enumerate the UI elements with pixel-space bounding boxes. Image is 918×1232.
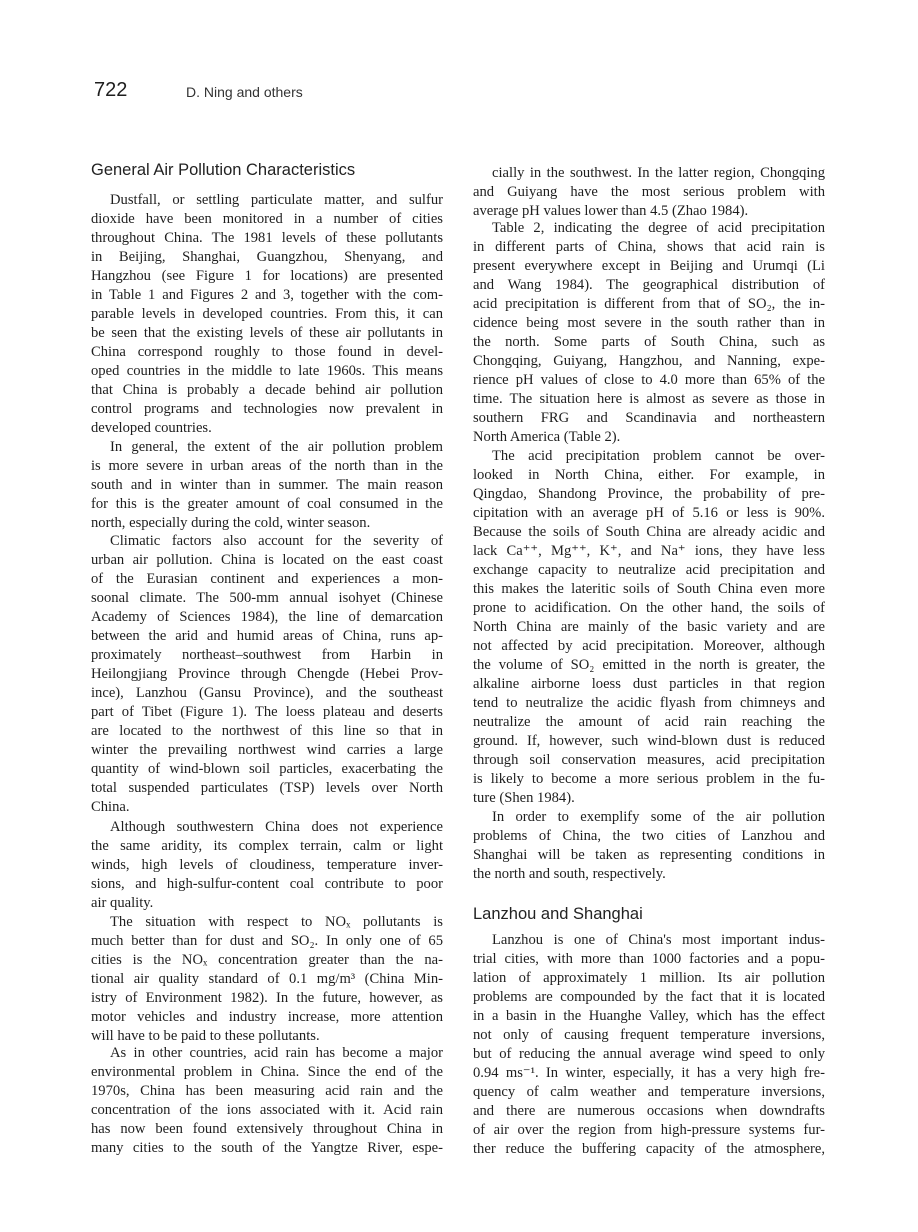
text-line: Academy of Sciences 1984), the line of demarcation xyxy=(91,608,443,625)
text-line: in different parts of China, shows that acid rain is xyxy=(473,238,825,255)
text-line: motor vehicles and industry increase, more attention xyxy=(91,1008,443,1025)
text-line: prone to acidification. On the other hand, the soils of xyxy=(473,599,825,616)
text-line: cipitation with an average pH of 5.16 or less is 90%. xyxy=(473,504,825,521)
text-line: trial cities, with more than 1000 factories and a popu- xyxy=(473,950,825,967)
text-line: acid precipitation is different from that of SO₂, the in- xyxy=(473,295,825,312)
text-line: urban air pollution. China is located on the east coast xyxy=(91,551,443,568)
text-line: ther reduce the buffering capacity of the atmosphere, xyxy=(473,1140,825,1157)
text-line: is likely to become a more serious problem in the fu- xyxy=(473,770,825,787)
text-line: between the arid and humid areas of China, runs ap- xyxy=(91,627,443,644)
text-line: cities is the NOₓ concentration greater than the na- xyxy=(91,951,443,968)
text-line: in a basin in the Huanghe Valley, which has the effect xyxy=(473,1007,825,1024)
text-line: for this is the greater amount of coal consumed in the xyxy=(91,495,443,512)
text-line: this makes the lateritic soils of South China even more xyxy=(473,580,825,597)
paragraph xyxy=(473,931,825,1159)
text-line: in Table 1 and Figures 2 and 3, together with the com- xyxy=(91,286,443,303)
text-line: In order to exemplify some of the air pollution xyxy=(492,808,825,825)
paragraph xyxy=(473,808,825,884)
text-line: of air over the region from high-pressure systems fur- xyxy=(473,1121,825,1138)
text-line: Lanzhou is one of China's most important indus- xyxy=(492,931,825,948)
text-line: Because the soils of South China are already acidic and xyxy=(473,523,825,540)
text-line: Dustfall, or settling particulate matter, and sulfur xyxy=(110,191,443,208)
paragraph xyxy=(91,818,443,913)
text-line: 1970s, China has been measuring acid rain and the xyxy=(91,1082,443,1099)
text-line: Table 2, indicating the degree of acid precipitation xyxy=(492,219,825,236)
paragraph xyxy=(91,438,443,533)
text-line: present everywhere except in Beijing and Urumqi (Li xyxy=(473,257,825,274)
text-line: sions, and high-sulfur-content coal contribute to poor xyxy=(91,875,443,892)
text-line: the volume of SO₂ emitted in the north is greater, the xyxy=(473,656,825,673)
text-line: not affected by acid precipitation. Moreover, although xyxy=(473,637,825,654)
text-line: looked in North China, either. For example, in xyxy=(473,466,825,483)
text-line: control programs and technologies now prevalent in xyxy=(91,400,443,417)
text-line: Chongqing, Guiyang, Hangzhou, and Nanning, expe- xyxy=(473,352,825,369)
text-line: developed countries. xyxy=(91,419,212,436)
text-line: In general, the extent of the air pollution problem xyxy=(110,438,443,455)
text-line: part of Tibet (Figure 1). The loess plateau and deserts xyxy=(91,703,443,720)
text-line: problems of China, the two cities of Lanzhou and xyxy=(473,827,825,844)
text-line: will have to be paid to these pollutants. xyxy=(91,1027,320,1044)
text-line: Heilongjiang Province through Chengde (Hebei Prov- xyxy=(91,665,443,682)
text-line: quency of calm weather and temperature inversions, xyxy=(473,1083,825,1100)
text-line: The situation with respect to NOₓ pollutants is xyxy=(110,913,443,930)
section-heading: Lanzhou and Shanghai xyxy=(473,905,643,923)
text-line: of the Eurasian continent and experiences a mon- xyxy=(91,570,443,587)
text-line: cidence being most severe in the south rather than in xyxy=(473,314,825,331)
text-line: North China are mainly of the basic variety and are xyxy=(473,618,825,635)
text-line: the north and south, respectively. xyxy=(473,865,666,882)
text-line: north, especially during the cold, winter season. xyxy=(91,514,371,531)
text-line: China correspond roughly to those found in devel- xyxy=(91,343,443,360)
paragraph xyxy=(473,164,825,221)
text-line: south and in winter than in summer. The main reason xyxy=(91,476,443,493)
text-line: oped countries in the middle to late 1960s. This means xyxy=(91,362,443,379)
text-line: total suspended particulates (TSP) levels over North xyxy=(91,779,443,796)
text-line: has now been found extensively throughout China in xyxy=(91,1120,443,1137)
text-line: the same aridity, its complex terrain, calm or light xyxy=(91,837,443,854)
text-line: the north. Some parts of South China, such as xyxy=(473,333,825,350)
text-line: cially in the southwest. In the latter region, Chongqing xyxy=(492,164,825,181)
text-line: soonal climate. The 500-mm annual isohyet (Chinese xyxy=(91,589,443,606)
paragraph xyxy=(473,447,825,808)
text-line: Climatic factors also account for the severity of xyxy=(110,532,443,549)
text-line: tend to neutralize the acidic flyash from chimneys and xyxy=(473,694,825,711)
text-line: parable levels in developed countries. From this, it can xyxy=(91,305,443,322)
text-line: that China is probably a decade behind air pollution xyxy=(91,381,443,398)
text-line: through soil conservation measures, acid precipitation xyxy=(473,751,825,768)
text-line: and Wang 1984). The geographical distribution of xyxy=(473,276,825,293)
text-line: Shanghai will be taken as representing conditions in xyxy=(473,846,825,863)
text-line: As in other countries, acid rain has become a major xyxy=(110,1044,443,1061)
text-line: proximately northeast–southwest from Harbin in xyxy=(91,646,443,663)
paragraph xyxy=(91,913,443,1046)
text-line: air quality. xyxy=(91,894,154,911)
section-heading: General Air Pollution Characteristics xyxy=(91,161,356,179)
text-line: Although southwestern China does not experience xyxy=(110,818,443,835)
text-line: North America (Table 2). xyxy=(473,428,621,445)
text-line: The acid precipitation problem cannot be over- xyxy=(492,447,825,464)
text-line: winter the prevailing northwest wind carries a large xyxy=(91,741,443,758)
text-line: throughout China. The 1981 levels of these pollutants xyxy=(91,229,443,246)
paragraph xyxy=(91,191,443,438)
text-line: much better than for dust and SO₂. In only one of 65 xyxy=(91,932,443,949)
text-line: dioxide have been monitored in a number of cities xyxy=(91,210,443,227)
text-line: 0.94 ms⁻¹. In winter, especially, it has a very high fre- xyxy=(473,1064,825,1081)
text-line: Hangzhou (see Figure 1 for locations) are presented xyxy=(91,267,443,284)
text-line: tional air quality standard of 0.1 mg/m³ (China Min- xyxy=(91,970,443,987)
text-line: winds, high levels of cloudiness, temperature inver- xyxy=(91,856,443,873)
text-line: China. xyxy=(91,798,130,815)
text-line: problems are compounded by the fact that it is located xyxy=(473,988,825,1005)
text-line: quantity of wind-blown soil particles, exacerbating the xyxy=(91,760,443,777)
text-line: be seen that the existing levels of these air pollutants in xyxy=(91,324,443,341)
text-line: ground. If, however, such wind-blown dust is reduced xyxy=(473,732,825,749)
text-line: rience pH values of close to 4.0 more than 65% of the xyxy=(473,371,825,388)
text-line: istry of Environment 1982). In the future, however, as xyxy=(91,989,443,1006)
text-line: neutralize the amount of acid rain reaching the xyxy=(473,713,825,730)
text-line: average pH values lower than 4.5 (Zhao 1984). xyxy=(473,202,749,219)
text-line: ture (Shen 1984). xyxy=(473,789,575,806)
text-line: Qingdao, Shandong Province, the probability of pre- xyxy=(473,485,825,502)
text-line: time. The situation here is almost as severe as those in xyxy=(473,390,825,407)
text-line: lation of approximately 1 million. Its air pollution xyxy=(473,969,825,986)
text-line: southern FRG and Scandinavia and northeastern xyxy=(473,409,825,426)
paragraph xyxy=(91,1044,443,1158)
paragraph xyxy=(473,219,825,447)
text-line: alkaline airborne loess dust particles in that region xyxy=(473,675,825,692)
text-line: but of reducing the annual average wind speed to only xyxy=(473,1045,825,1062)
text-line: is more severe in urban areas of the north than in the xyxy=(91,457,443,474)
text-line: not only of causing frequent temperature inversions, xyxy=(473,1026,825,1043)
text-line: environmental problem in China. Since the end of the xyxy=(91,1063,443,1080)
text-line: exchange capacity to neutralize acid precipitation and xyxy=(473,561,825,578)
text-line: and there are numerous occasions when downdrafts xyxy=(473,1102,825,1119)
text-line: many cities to the south of the Yangtze River, espe- xyxy=(91,1139,443,1156)
text-line: are located to the northwest of this line so that in xyxy=(91,722,443,739)
text-line: lack Ca⁺⁺, Mg⁺⁺, K⁺, and Na⁺ ions, they have less xyxy=(473,542,825,559)
text-line: concentration of the ions associated with it. Acid rain xyxy=(91,1101,443,1118)
page-number: 722 xyxy=(94,79,128,101)
paragraph xyxy=(91,532,443,817)
text-line: ince), Lanzhou (Gansu Province), and the southeast xyxy=(91,684,443,701)
text-line: in Beijing, Shanghai, Guangzhou, Shenyang, and xyxy=(91,248,443,265)
running-head: D. Ning and others xyxy=(186,84,303,100)
text-line: and Guiyang have the most serious problem with xyxy=(473,183,825,200)
